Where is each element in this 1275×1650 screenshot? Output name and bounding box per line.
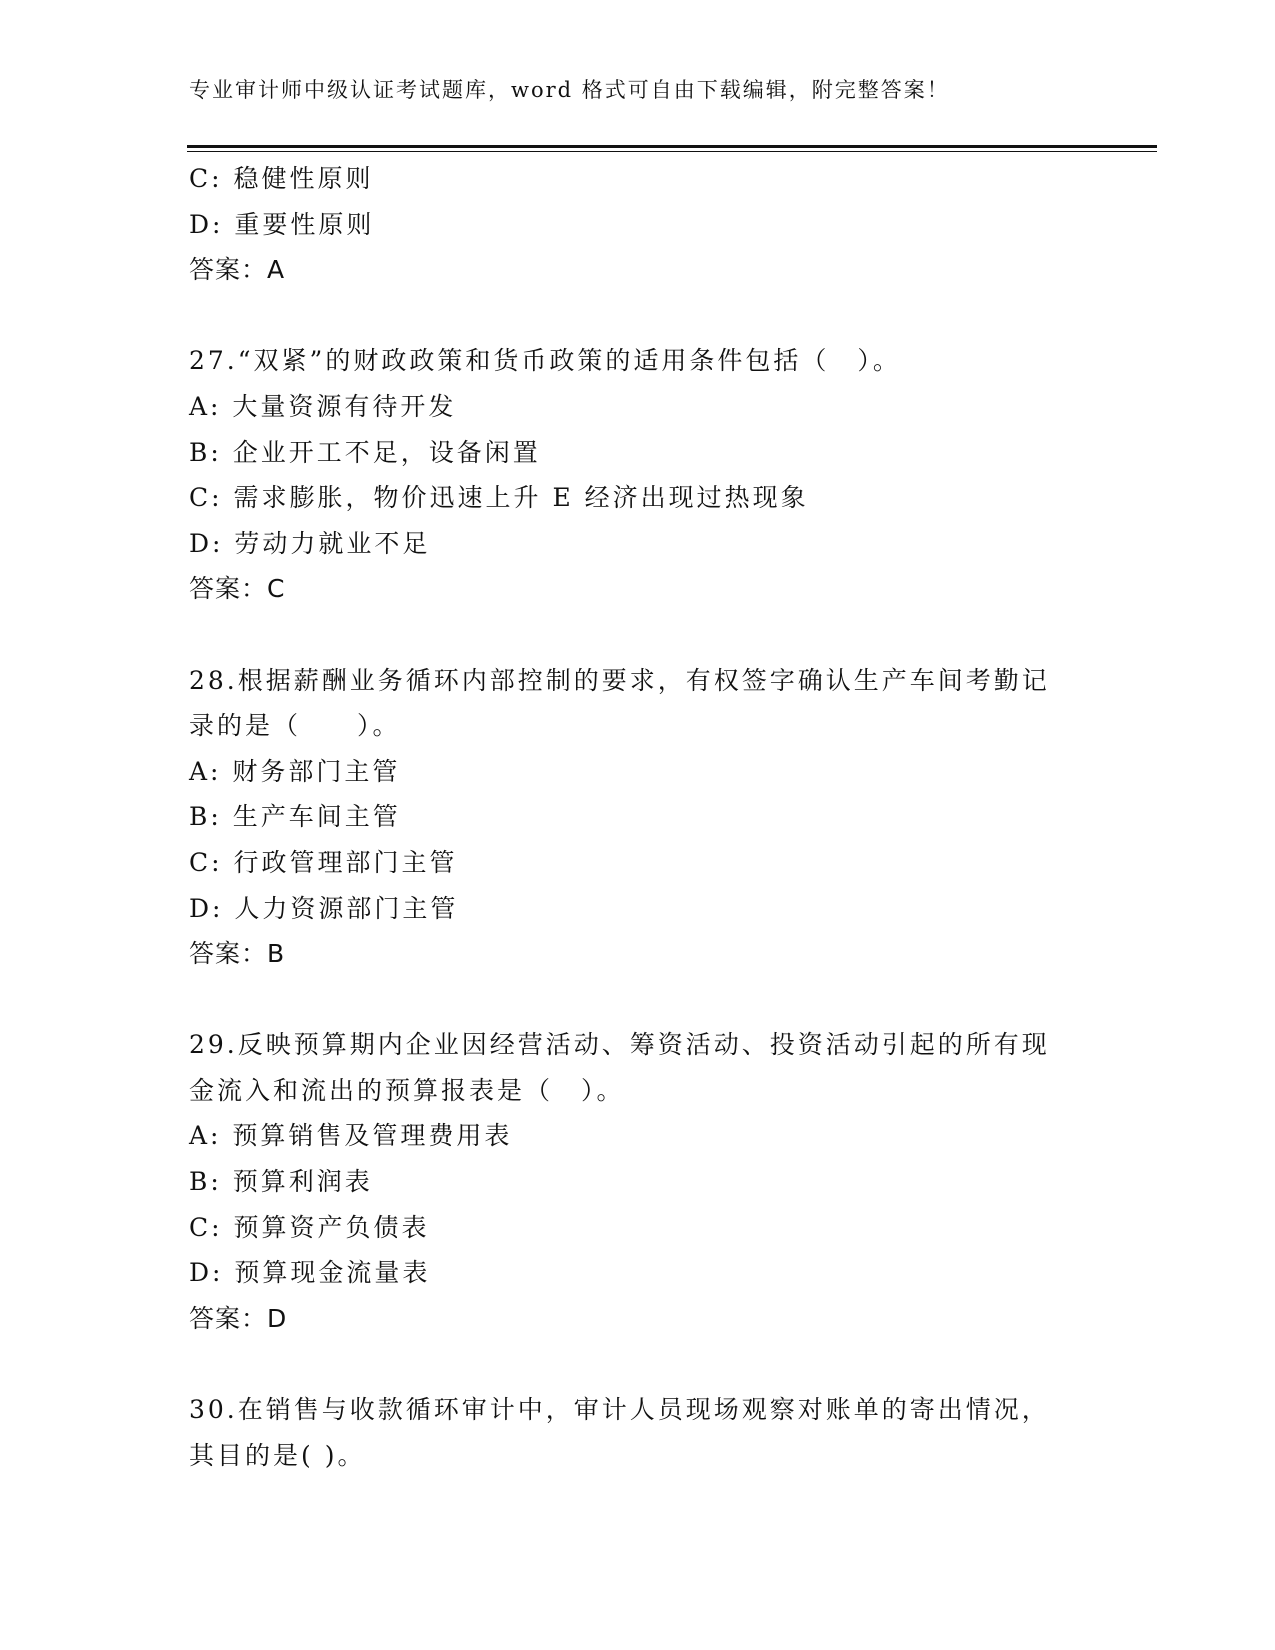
- spacer: [189, 977, 1089, 1023]
- question-stem: 27.“双紧”的财政政策和货币政策的适用条件包括（ ）。: [189, 346, 901, 376]
- question-30: [189, 1387, 1089, 1478]
- question-29: [189, 1022, 1089, 1341]
- option-d: D: 人力资源部门主管: [189, 893, 459, 923]
- option-d: D: 劳动力就业不足: [189, 528, 431, 558]
- question-stem-line-2: 其目的是( )。: [189, 1440, 366, 1470]
- question-stem-line-2: 录的是（ ）。: [189, 711, 401, 741]
- question-stem-line-2: 金流入和流出的预算报表是（ ）。: [189, 1075, 625, 1105]
- answer-line: 答案：B: [189, 939, 286, 969]
- option-c: C: 需求膨胀，物价迅速上升 E 经济出现过热现象: [189, 483, 809, 513]
- spacer: [189, 1341, 1089, 1387]
- question-stem-line-1: 30.在销售与收款循环审计中，审计人员现场观察对账单的寄出情况，: [189, 1395, 1050, 1425]
- header-rule-thin: [187, 151, 1157, 152]
- header-rule-thick: [187, 145, 1157, 148]
- spacer: [189, 293, 1089, 339]
- option-a: A: 预算销售及管理费用表: [189, 1121, 513, 1151]
- option-a: A: 财务部门主管: [189, 756, 401, 786]
- question-list: [189, 156, 1089, 1478]
- option-b: B: 生产车间主管: [189, 802, 401, 832]
- page-header: 专业审计师中级认证考试题库，word 格式可自由下载编辑，附完整答案！: [189, 78, 950, 102]
- option-c: C: 预算资产负债表: [189, 1212, 430, 1242]
- option-a: A: 大量资源有待开发: [189, 391, 457, 421]
- question-stem-line-1: 28.根据薪酬业务循环内部控制的要求，有权签字确认生产车间考勤记: [189, 665, 1050, 695]
- option-d: D: 重要性原则: [189, 209, 375, 239]
- question-26-tail: [189, 156, 1089, 293]
- question-28: [189, 658, 1089, 977]
- option-b: B: 企业开工不足，设备闲置: [189, 437, 541, 467]
- question-stem-line-1: 29.反映预算期内企业因经营活动、筹资活动、投资活动引起的所有现: [189, 1030, 1050, 1060]
- question-27: [189, 338, 1089, 612]
- option-c: C: 行政管理部门主管: [189, 847, 458, 877]
- option-c: C: 稳健性原则: [189, 164, 374, 193]
- spacer: [189, 612, 1089, 658]
- option-d: D: 预算现金流量表: [189, 1258, 431, 1288]
- answer-line: 答案：C: [189, 574, 286, 604]
- answer-line: 答案：D: [189, 1303, 288, 1333]
- option-b: B: 预算利润表: [189, 1167, 373, 1197]
- answer-line: 答案：A: [189, 255, 286, 285]
